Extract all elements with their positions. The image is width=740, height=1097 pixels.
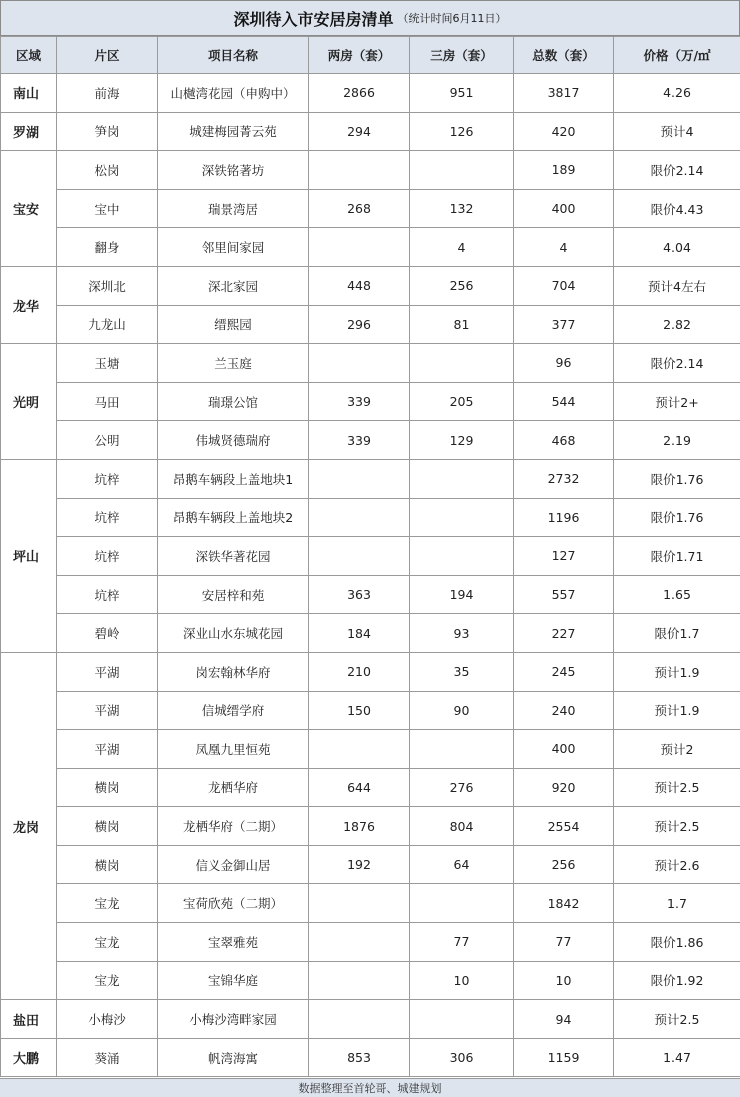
cell-total: 256 — [514, 845, 614, 884]
cell-total: 94 — [514, 1000, 614, 1039]
cell-total: 96 — [514, 344, 614, 383]
cell-three-room: 951 — [410, 74, 514, 113]
cell-region: 宝安 — [1, 151, 57, 267]
cell-price: 1.7 — [614, 884, 740, 923]
cell-price: 预计2 — [614, 730, 740, 769]
cell-area: 横岗 — [57, 768, 158, 807]
table-row — [1, 923, 740, 962]
cell-price: 限价1.7 — [614, 614, 740, 653]
cell-project: 信义金御山居 — [158, 845, 309, 884]
cell-project: 凤凰九里恒苑 — [158, 730, 309, 769]
cell-three-room: 205 — [410, 382, 514, 421]
cell-three-room — [410, 151, 514, 190]
cell-project: 瑞璟公馆 — [158, 382, 309, 421]
cell-three-room: 804 — [410, 807, 514, 846]
cell-region: 大鹏 — [1, 1038, 57, 1077]
cell-total: 420 — [514, 112, 614, 151]
cell-price: 预计2.5 — [614, 1000, 740, 1039]
cell-three-room — [410, 537, 514, 576]
cell-two-room: 296 — [309, 305, 410, 344]
cell-three-room: 256 — [410, 266, 514, 305]
cell-two-room: 1876 — [309, 807, 410, 846]
cell-area: 马田 — [57, 382, 158, 421]
table-row — [1, 807, 740, 846]
page-title: 深圳待入市安居房清单 — [233, 7, 393, 30]
cell-area: 碧岭 — [57, 614, 158, 653]
cell-two-room — [309, 1000, 410, 1039]
cell-area: 笋岗 — [57, 112, 158, 151]
table-row — [1, 537, 740, 576]
cell-two-room: 853 — [309, 1038, 410, 1077]
cell-project: 邻里间家园 — [158, 228, 309, 267]
cell-three-room: 10 — [410, 961, 514, 1000]
cell-three-room: 276 — [410, 768, 514, 807]
cell-two-room — [309, 344, 410, 383]
table-row — [1, 884, 740, 923]
cell-area: 平湖 — [57, 691, 158, 730]
cell-three-room: 35 — [410, 652, 514, 691]
cell-price: 预计2+ — [614, 382, 740, 421]
cell-total: 2554 — [514, 807, 614, 846]
cell-price: 限价2.14 — [614, 344, 740, 383]
table-row — [1, 691, 740, 730]
table-row — [1, 961, 740, 1000]
cell-area: 平湖 — [57, 730, 158, 769]
table-row — [1, 421, 740, 460]
cell-two-room: 644 — [309, 768, 410, 807]
cell-project: 伟城贤德瑞府 — [158, 421, 309, 460]
cell-three-room — [410, 884, 514, 923]
cell-two-room: 268 — [309, 189, 410, 228]
cell-project: 兰玉庭 — [158, 344, 309, 383]
cell-price: 2.82 — [614, 305, 740, 344]
cell-three-room — [410, 459, 514, 498]
cell-price: 限价1.71 — [614, 537, 740, 576]
table-row — [1, 305, 740, 344]
cell-area: 坑梓 — [57, 575, 158, 614]
cell-price: 限价1.76 — [614, 459, 740, 498]
cell-project: 信城缙学府 — [158, 691, 309, 730]
cell-total: 77 — [514, 923, 614, 962]
cell-two-room: 363 — [309, 575, 410, 614]
cell-price: 预计1.9 — [614, 691, 740, 730]
cell-two-room: 210 — [309, 652, 410, 691]
cell-price: 限价1.86 — [614, 923, 740, 962]
cell-project: 深铁华著花园 — [158, 537, 309, 576]
cell-price: 预计4 — [614, 112, 740, 151]
cell-two-room: 339 — [309, 421, 410, 460]
table-row — [1, 652, 740, 691]
cell-two-room — [309, 151, 410, 190]
cell-project: 宝锦华庭 — [158, 961, 309, 1000]
cell-project: 宝荷欣苑（二期） — [158, 884, 309, 923]
cell-area: 横岗 — [57, 807, 158, 846]
cell-total: 3817 — [514, 74, 614, 113]
cell-total: 245 — [514, 652, 614, 691]
cell-total: 2732 — [514, 459, 614, 498]
cell-total: 1842 — [514, 884, 614, 923]
cell-area: 宝龙 — [57, 961, 158, 1000]
cell-three-room: 81 — [410, 305, 514, 344]
cell-price: 限价2.14 — [614, 151, 740, 190]
cell-total: 127 — [514, 537, 614, 576]
cell-total: 240 — [514, 691, 614, 730]
table-row — [1, 845, 740, 884]
cell-three-room: 132 — [410, 189, 514, 228]
table-row — [1, 730, 740, 769]
cell-total: 544 — [514, 382, 614, 421]
cell-two-room — [309, 961, 410, 1000]
cell-price: 预计2.6 — [614, 845, 740, 884]
header-total: 总数（套） — [514, 37, 614, 74]
cell-area: 宝龙 — [57, 884, 158, 923]
header-project: 项目名称 — [158, 37, 309, 74]
cell-two-room — [309, 228, 410, 267]
footer-note: 数据整理至首轮哥、城建规划 — [0, 1078, 740, 1097]
cell-three-room: 4 — [410, 228, 514, 267]
cell-price: 预计1.9 — [614, 652, 740, 691]
header-region: 区域 — [1, 37, 57, 74]
cell-project: 深北家园 — [158, 266, 309, 305]
cell-project: 深业山水东城花园 — [158, 614, 309, 653]
table-row — [1, 459, 740, 498]
cell-two-room: 150 — [309, 691, 410, 730]
cell-total: 1196 — [514, 498, 614, 537]
cell-total: 400 — [514, 730, 614, 769]
cell-area: 深圳北 — [57, 266, 158, 305]
cell-area: 葵涌 — [57, 1038, 158, 1077]
cell-price: 预计4左右 — [614, 266, 740, 305]
table-row — [1, 382, 740, 421]
cell-price: 4.04 — [614, 228, 740, 267]
cell-price: 限价4.43 — [614, 189, 740, 228]
cell-project: 帆湾海寓 — [158, 1038, 309, 1077]
header-row — [1, 37, 740, 74]
cell-three-room: 90 — [410, 691, 514, 730]
cell-project: 瑞景湾居 — [158, 189, 309, 228]
cell-price: 4.26 — [614, 74, 740, 113]
table-row — [1, 74, 740, 113]
cell-three-room: 126 — [410, 112, 514, 151]
cell-total: 4 — [514, 228, 614, 267]
cell-region: 龙华 — [1, 266, 57, 343]
cell-area: 坑梓 — [57, 498, 158, 537]
cell-project: 深铁铭著坊 — [158, 151, 309, 190]
cell-two-room: 184 — [309, 614, 410, 653]
cell-three-room — [410, 498, 514, 537]
cell-project: 昂鹅车辆段上盖地块2 — [158, 498, 309, 537]
cell-total: 10 — [514, 961, 614, 1000]
cell-project: 昂鹅车辆段上盖地块1 — [158, 459, 309, 498]
table-row — [1, 228, 740, 267]
cell-project: 安居梓和苑 — [158, 575, 309, 614]
table-row — [1, 498, 740, 537]
cell-area: 玉塘 — [57, 344, 158, 383]
cell-price: 预计2.5 — [614, 807, 740, 846]
cell-area: 翻身 — [57, 228, 158, 267]
cell-two-room — [309, 537, 410, 576]
table-row — [1, 266, 740, 305]
cell-price: 1.65 — [614, 575, 740, 614]
cell-area: 宝中 — [57, 189, 158, 228]
header-three-room: 三房（套） — [410, 37, 514, 74]
cell-region: 光明 — [1, 344, 57, 460]
cell-project: 龙栖华府 — [158, 768, 309, 807]
cell-project: 缙熙园 — [158, 305, 309, 344]
cell-project: 小梅沙湾畔家园 — [158, 1000, 309, 1039]
table-body — [1, 74, 740, 1077]
cell-price: 2.19 — [614, 421, 740, 460]
cell-two-room: 448 — [309, 266, 410, 305]
cell-three-room — [410, 1000, 514, 1039]
cell-two-room — [309, 498, 410, 537]
table-row — [1, 575, 740, 614]
table-row — [1, 151, 740, 190]
cell-area: 坑梓 — [57, 459, 158, 498]
cell-three-room: 306 — [410, 1038, 514, 1077]
header-two-room: 两房（套） — [309, 37, 410, 74]
cell-project: 岗宏翰林华府 — [158, 652, 309, 691]
table-title-bar — [0, 0, 740, 36]
cell-three-room: 77 — [410, 923, 514, 962]
cell-region: 龙岗 — [1, 652, 57, 999]
cell-total: 1159 — [514, 1038, 614, 1077]
cell-area: 坑梓 — [57, 537, 158, 576]
cell-total: 400 — [514, 189, 614, 228]
cell-two-room — [309, 730, 410, 769]
cell-total: 704 — [514, 266, 614, 305]
table-row — [1, 344, 740, 383]
cell-price: 1.47 — [614, 1038, 740, 1077]
cell-project: 山樾湾花园（申购中） — [158, 74, 309, 113]
cell-project: 城建梅园菁云苑 — [158, 112, 309, 151]
cell-region: 南山 — [1, 74, 57, 113]
cell-price: 限价1.92 — [614, 961, 740, 1000]
cell-two-room — [309, 459, 410, 498]
cell-two-room — [309, 923, 410, 962]
cell-project: 龙栖华府（二期） — [158, 807, 309, 846]
housing-table — [0, 36, 740, 1077]
cell-area: 平湖 — [57, 652, 158, 691]
cell-total: 468 — [514, 421, 614, 460]
cell-total: 377 — [514, 305, 614, 344]
cell-area: 横岗 — [57, 845, 158, 884]
table-row — [1, 768, 740, 807]
cell-region: 罗湖 — [1, 112, 57, 151]
cell-area: 小梅沙 — [57, 1000, 158, 1039]
cell-region: 坪山 — [1, 459, 57, 652]
cell-three-room: 129 — [410, 421, 514, 460]
table-row — [1, 614, 740, 653]
cell-two-room: 192 — [309, 845, 410, 884]
cell-area: 宝龙 — [57, 923, 158, 962]
cell-total: 557 — [514, 575, 614, 614]
cell-three-room — [410, 730, 514, 769]
cell-two-room — [309, 884, 410, 923]
page-subtitle: （统计时间6月11日） — [398, 10, 507, 26]
cell-three-room — [410, 344, 514, 383]
cell-price: 限价1.76 — [614, 498, 740, 537]
cell-area: 公明 — [57, 421, 158, 460]
cell-total: 227 — [514, 614, 614, 653]
header-area: 片区 — [57, 37, 158, 74]
header-price: 价格（万/㎡ — [614, 37, 740, 74]
cell-area: 松岗 — [57, 151, 158, 190]
table-row — [1, 189, 740, 228]
cell-total: 189 — [514, 151, 614, 190]
table-row — [1, 1000, 740, 1039]
cell-two-room: 2866 — [309, 74, 410, 113]
cell-region: 盐田 — [1, 1000, 57, 1039]
cell-area: 前海 — [57, 74, 158, 113]
cell-total: 920 — [514, 768, 614, 807]
cell-project: 宝翠雅苑 — [158, 923, 309, 962]
table-row — [1, 112, 740, 151]
cell-three-room: 93 — [410, 614, 514, 653]
cell-three-room: 64 — [410, 845, 514, 884]
cell-area: 九龙山 — [57, 305, 158, 344]
cell-three-room: 194 — [410, 575, 514, 614]
cell-two-room: 339 — [309, 382, 410, 421]
cell-two-room: 294 — [309, 112, 410, 151]
cell-price: 预计2.5 — [614, 768, 740, 807]
table-row — [1, 1038, 740, 1077]
